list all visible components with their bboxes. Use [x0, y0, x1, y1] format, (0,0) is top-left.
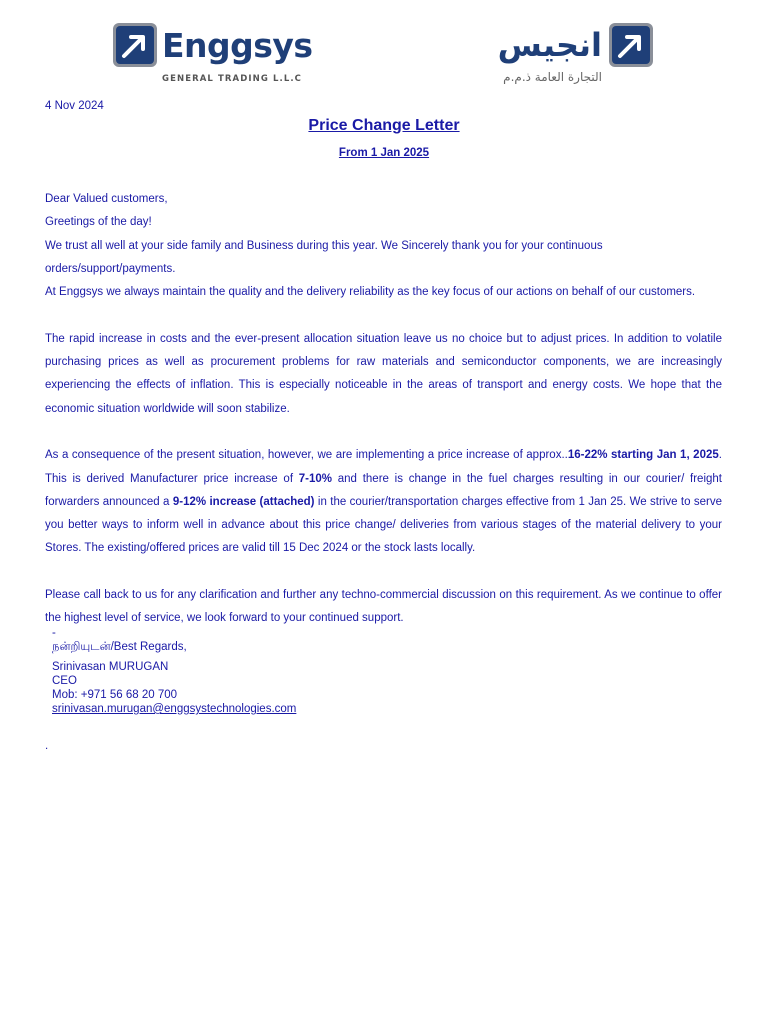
logo-arabic-subtitle: التجارة العامة ذ.م.م — [503, 70, 602, 84]
signature-regards: நன்றியுடன்/Best Regards, — [52, 641, 187, 653]
signature-block — [52, 626, 452, 716]
signature-mobile: Mob: +971 56 68 20 700 — [52, 689, 178, 701]
signature-role: CEO — [52, 675, 77, 687]
paragraph-costs: The rapid increase in costs and the ever-present allocation situation leave us no choice but to adjust prices. In addition to volatile purchasing prices as well as procurement problems for raw materials and semiconductor components, we are increasingly experiencing the effects of inflation. This is especially noticeable in the areas of transport and energy costs. We hope that the economic situation worldwide will soon stabilize. — [45, 332, 722, 415]
letter-title: Price Change Letter — [308, 117, 460, 134]
signature-name: Srinivasan MURUGAN — [52, 661, 169, 673]
arrow-up-right-icon — [112, 22, 158, 68]
letter-subtitle: From 1 Jan 2025 — [338, 147, 430, 159]
paragraph-price-increase: As a consequence of the present situation, however, we are implementing a price increase of approx..16-22% starting Jan 1, 2025. This is derived Manufacturer price increase of 7-10% and there is change in the fuel charges resulting in our courier/ freight forwarders announced a 9-12% increase (attached) in the courier/transportation charges effective from 1 Jan 25. We strive to serve you better ways to inform well in advance about this price change/ deliveries from various stages of the material delivery to your Stores. The existing/offered prices are valid till 15 Dec 2024 or the stock lasts locally. — [45, 449, 723, 555]
signature-email-link[interactable]: srinivasan.murugan@enggsystechnologies.com — [52, 703, 297, 715]
paragraph-thanks: We trust all well at your side family and Business during this year. We Sincerely thank you for your continuous orders/support/payments. — [45, 239, 603, 275]
manufacturer-increase: 7-10% — [298, 472, 333, 485]
greeting-line-2: Greetings of the day! — [45, 216, 152, 229]
paragraph-quality: At Enggsys we always maintain the quality and the delivery reliability as the key focus of our actions on behalf of our customers. — [45, 286, 696, 299]
letter-date: 4 Nov 2024 — [45, 100, 104, 112]
paragraph-closing: Please call back to us for any clarification and further any techno-commercial discussion on this requirement. As we continue to offer the highest level of service, we look forward to your continued support. — [45, 589, 722, 625]
courier-increase: 9-12% increase (attached) — [172, 495, 315, 508]
logo-subtitle: GENERAL TRADING L.L.C — [162, 74, 303, 84]
arrow-up-right-icon — [608, 22, 654, 68]
greeting: Dear Valued customers, — [45, 193, 168, 205]
enggsys-arabic-logo — [468, 22, 654, 88]
signature-dash: - — [52, 627, 56, 639]
logo-wordmark: Enggsys — [162, 26, 313, 65]
increase-range: 16-22% starting Jan 1, 2025 — [567, 449, 719, 462]
enggsys-logo — [112, 22, 313, 88]
letter-body — [45, 188, 722, 631]
trailing-dot: . — [45, 740, 49, 752]
logo-arabic-wordmark: انجيس — [497, 26, 602, 64]
